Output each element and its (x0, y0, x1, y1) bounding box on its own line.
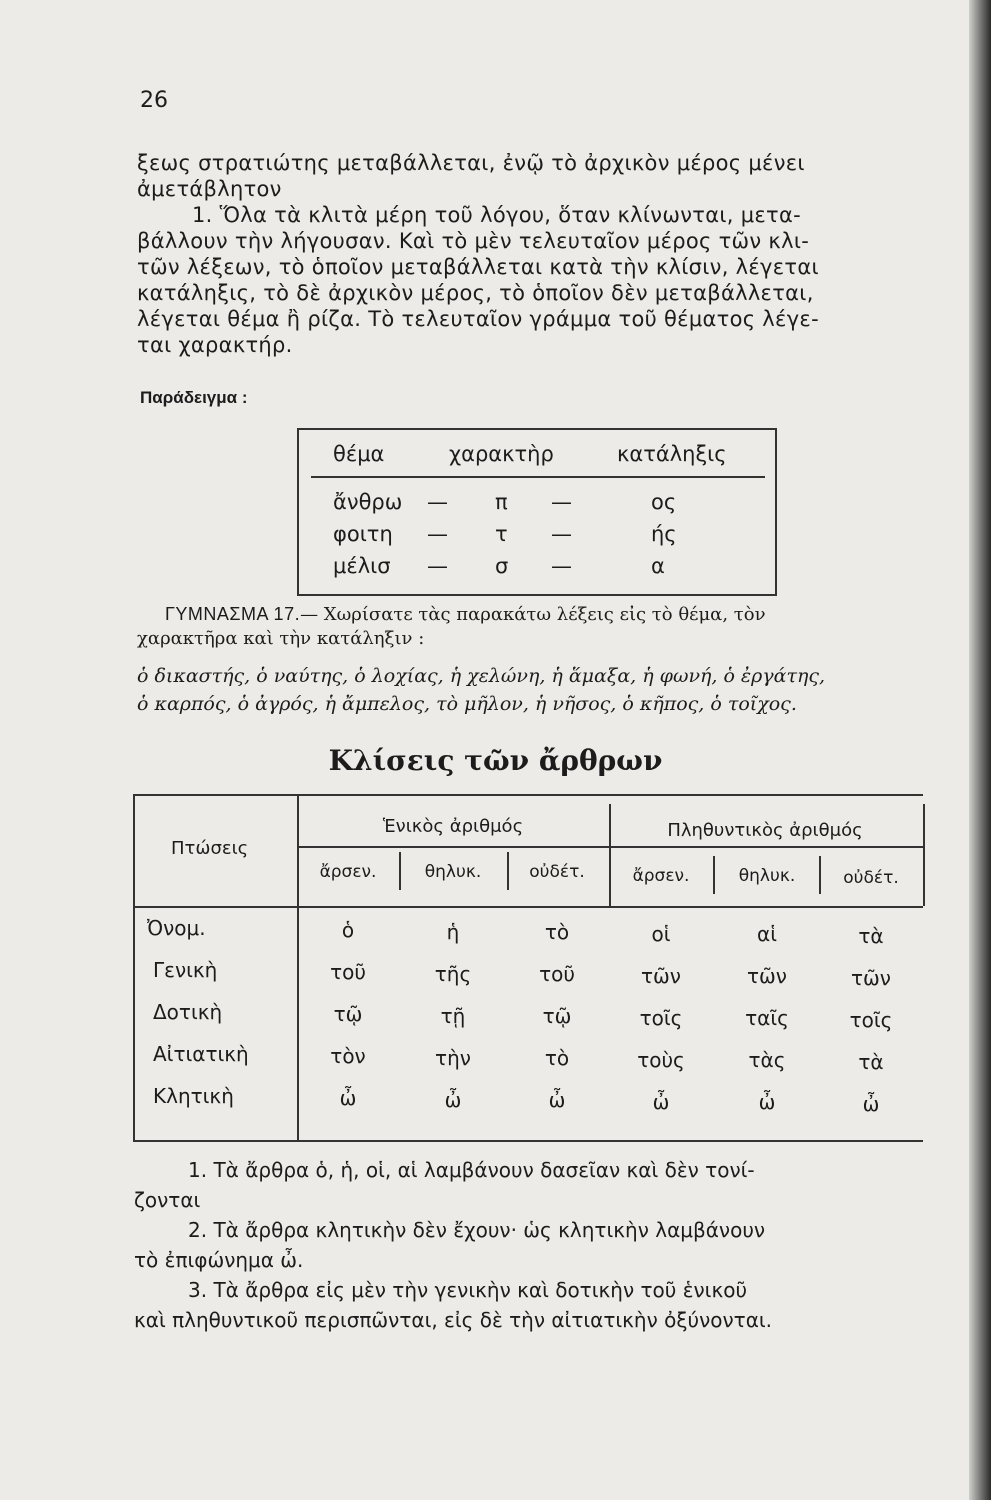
table-rule (311, 476, 765, 478)
header-character: χαρακτὴρ (449, 442, 554, 466)
example-heading: Παράδειγμα : (140, 388, 248, 407)
gender-header: ἄρσεν. (632, 866, 690, 886)
header-ending: κατάληξις (617, 442, 727, 466)
text-line: τῶν λέξεων, τὸ ὁποῖον μεταβάλλεται κατὰ τὴν κλίσιν, λέγεται (137, 255, 819, 279)
gender-header: οὐδέτ. (843, 868, 899, 888)
gender-header: θηλυκ. (738, 866, 796, 886)
section-title: Κλίσεις τῶν ἄρθρων (328, 744, 663, 777)
case-label: Γενικὴ (153, 958, 218, 982)
article-cell: τὸν (330, 1044, 366, 1068)
article-cell: ἡ (446, 920, 460, 944)
row-dash: — (427, 554, 448, 578)
article-cell: ὁ (341, 918, 355, 942)
article-cell: ὦ (444, 1088, 462, 1112)
gender-header: οὐδέτ. (529, 862, 585, 882)
intro-paragraph (137, 150, 937, 358)
text-line: λέγεται θέμα ἢ ρίζα. Τὸ τελευταῖον γράμμα τοῦ θέματος λέγε- (137, 307, 819, 331)
row-dash: — (427, 490, 448, 514)
plural-header: Πληθυντικὸς ἀριθμός (667, 820, 863, 841)
text-line: κατάληξις, τὸ δὲ ἀρχικὸν μέρος, τὸ ὁποῖον δὲν μεταβάλλεται, (137, 281, 814, 305)
article-cell: τοῦ (539, 962, 575, 986)
table-rule (713, 856, 715, 894)
table-rule (133, 1140, 923, 1142)
article-cell: ὦ (862, 1092, 880, 1116)
text-line: ξεως στρατιώτης μεταβάλλεται, ἐνῷ τὸ ἀρχικὸν μέρος μένει (137, 151, 805, 175)
article-cell: ὦ (339, 1086, 357, 1110)
gender-header: ἄρσεν. (319, 862, 377, 882)
article-cell: τοῖς (849, 1008, 893, 1032)
article-cell: τῇ (440, 1004, 466, 1028)
article-cell: τῶν (641, 964, 681, 988)
article-cell: τῆς (434, 962, 472, 986)
table-rule (299, 594, 775, 596)
row-ending: ος (651, 490, 677, 514)
article-cell: τοὺς (637, 1048, 685, 1072)
row-character: π (495, 490, 508, 514)
exercise-instruction: — Χωρίσατε τὰς παρακάτω λέξεις εἰς τὸ θέμα, τὸν (300, 604, 766, 625)
article-cell: τοῖς (639, 1006, 683, 1030)
article-cell: αἱ (757, 922, 777, 946)
row-ending: α (651, 554, 665, 578)
row-dash: — (551, 554, 572, 578)
article-cell: τῶν (747, 964, 787, 988)
article-cell: τὰ (858, 1050, 884, 1074)
gender-header: θηλυκ. (424, 862, 482, 882)
singular-header: Ἑνικὸς ἀριθμός (382, 816, 524, 837)
text-line: 1. Ὅλα τὰ κλιτὰ μέρη τοῦ λόγου, ὅταν κλίνωνται, μετα- (192, 203, 801, 227)
row-stem: μέλισ (333, 554, 391, 578)
table-rule (299, 428, 775, 430)
exercise-words-line: ὁ καρπός, ὁ ἀγρός, ἡ ἄμπελος, τὸ μῆλον, ἡ νῆσος, ὁ κῆπος, ὁ τοῖχος. (137, 693, 797, 715)
case-label: Αἰτιατικὴ (153, 1042, 249, 1066)
exercise-label: ΓΥΜΝΑΣΜΑ 17. (165, 604, 301, 624)
case-label: Κλητικὴ (153, 1084, 234, 1108)
row-dash: — (551, 490, 572, 514)
exercise-block (137, 602, 937, 651)
article-cell: τῷ (333, 1002, 363, 1026)
article-cell: τῷ (542, 1004, 572, 1028)
note-line: 3. Τὰ ἄρθρα εἰς μὲν τὴν γενικὴν καὶ δοτικὴν τοῦ ἑνικοῦ (188, 1278, 748, 1302)
table-rule (609, 804, 611, 906)
page-number: 26 (140, 88, 168, 113)
article-cell: ταῖς (745, 1006, 789, 1030)
declension-table (133, 794, 923, 1144)
article-cell: τῶν (851, 966, 891, 990)
article-cell: τὰς (748, 1048, 786, 1072)
exercise-words-line: ὁ δικαστής, ὁ ναύτης, ὁ λοχίας, ἡ χελώνη, ἡ ἅμαξα, ἡ φωνή, ὁ ἐργάτης, (137, 665, 826, 687)
table-rule (923, 804, 925, 906)
text-line: ται χαρακτήρ. (137, 333, 293, 357)
cases-header: Πτώσεις (171, 838, 249, 859)
article-cell: τὸ (544, 920, 570, 944)
article-cell: ὦ (548, 1088, 566, 1112)
text-line: βάλλουν τὴν λήγουσαν. Καὶ τὸ μὲν τελευταῖον μέρος τῶν κλι- (137, 229, 810, 253)
exercise-words (137, 662, 937, 718)
case-label: Ὀνομ. (147, 916, 206, 940)
row-ending: ής (651, 522, 677, 546)
row-dash: — (551, 522, 572, 546)
table-rule (133, 794, 135, 1142)
article-cell: τὸ (544, 1046, 570, 1070)
note-line: 1. Τὰ ἄρθρα ὁ, ἡ, οἱ, αἱ λαμβάνουν δασεῖαν καὶ δὲν τονί- (188, 1158, 755, 1182)
note-line: 2. Τὰ ἄρθρα κλητικὴν δὲν ἔχουν· ὡς κλητικὴν λαμβάνουν (188, 1218, 766, 1242)
text-line: ἀμετάβλητον (137, 177, 282, 201)
article-cell: τὴν (435, 1046, 471, 1070)
note-line: ζονται (134, 1188, 201, 1212)
table-rule (299, 846, 923, 848)
notes-block (120, 1155, 940, 1335)
table-rule (133, 794, 923, 796)
example-table (297, 428, 777, 596)
table-rule (133, 906, 923, 908)
table-rule (507, 852, 509, 890)
article-cell: τοῦ (330, 960, 366, 984)
article-cell: ὦ (758, 1090, 776, 1114)
row-character: σ (495, 554, 509, 578)
article-cell: ὦ (652, 1090, 670, 1114)
table-rule (819, 856, 821, 894)
case-label: Δοτικὴ (153, 1000, 223, 1024)
exercise-first-line (137, 602, 937, 627)
note-line: καὶ πληθυντικοῦ περισπῶνται, εἰς δὲ τὴν αἰτιατικὴν ὀξύνονται. (134, 1308, 773, 1332)
table-rule (399, 852, 401, 890)
article-cell: οἱ (651, 922, 671, 946)
table-rule (297, 794, 299, 1142)
row-stem: φοιτη (333, 522, 393, 546)
row-stem: ἄνθρω (333, 490, 403, 514)
row-dash: — (427, 522, 448, 546)
header-stem: θέμα (333, 442, 385, 466)
note-line: τὸ ἐπιφώνημα ὦ. (134, 1248, 304, 1272)
exercise-instruction-cont: χαρακτῆρα καὶ τὴν κατάληξιν : (137, 628, 425, 649)
row-character: τ (495, 522, 508, 546)
article-cell: τὰ (858, 924, 884, 948)
